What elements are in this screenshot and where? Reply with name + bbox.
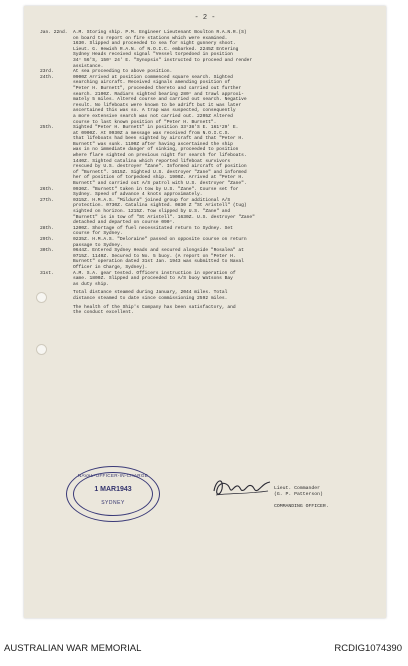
entry-date: 31st.	[40, 270, 54, 276]
entry-text	[73, 125, 376, 187]
entry-line: where flare sighted on previous night for search for lifeboats.	[73, 153, 247, 159]
entry-line: At sea proceeding to above position.	[73, 69, 173, 75]
entry-line: same. 1800Z. Slipped and proceeded to A/S buoy Watsons Bay	[73, 276, 233, 282]
entry-line: Lieut. G. Hewish R.A.N. of N.O.I.C. embarked. 2245Z Entering	[73, 46, 239, 52]
entry-line: 0930Z. "Burnett" taken in tow by U.S. "Zane". Course set for	[73, 186, 239, 192]
received-stamp	[66, 466, 160, 522]
entry-line: on board to report on fire stations which were examined.	[73, 35, 228, 41]
signature-rank: Lieut. Commander	[274, 486, 321, 491]
entry-line: 0315Z. H.M.A.S. "Mildura" joined group for additional A/S	[73, 197, 231, 203]
log-entry	[40, 248, 376, 270]
entry-line: at 0900Z. At 0930Z a message was received from N.O.I.C.S.	[73, 130, 231, 136]
distance-totals	[40, 290, 376, 301]
entry-line: Burnett" was sunk. 1100Z after having ascertained the ship	[73, 141, 233, 147]
archive-footer	[0, 625, 408, 666]
entry-text	[73, 30, 376, 69]
entry-text	[73, 75, 376, 125]
log-entry	[40, 187, 376, 198]
entry-date: 23rd.	[40, 69, 54, 75]
signature-block	[274, 486, 329, 510]
entry-line: mately 5 miles. Altered course and carried out search. Negative	[73, 97, 247, 103]
entry-date: 29th.	[40, 236, 54, 242]
entry-date: 24th.	[40, 74, 54, 80]
entry-line: "Burnett" is in tow of "St Aristell". 1630Z. U.S. destroyer "Zane"	[73, 214, 255, 220]
credit-line: AUSTRALIAN WAR MEMORIAL	[4, 643, 142, 654]
signature-name: (G. P. Patterson)	[274, 492, 323, 497]
totals-line: distance steamed to date since commissioning 2592 miles.	[73, 295, 228, 301]
entry-line: 0235Z. H.M.A.S. "Deloraine" passed on opposite course on return	[73, 236, 247, 242]
punch-hole	[36, 344, 47, 355]
entry-line: ascertained this was so. A trap was suspected, consequently	[73, 108, 236, 114]
page-number: - 2 -	[194, 14, 216, 22]
log-entry	[40, 226, 376, 237]
entry-line: A.M. S.A. gear tested. Officers instruction in operation of	[73, 270, 236, 276]
totals-line: Total distance steamed during January, 2044 miles. Total	[73, 290, 228, 296]
entry-text	[73, 187, 376, 198]
entry-line: Officer in Charge, Sydney).	[73, 264, 148, 270]
log-entry	[40, 198, 376, 226]
entry-line: 34° 56'S, 150° 24' E. "Synopsis" instructed to proceed and render	[73, 57, 253, 63]
entry-date: 30th.	[40, 248, 54, 254]
entry-line: 1200Z. Shortage of fuel necessitated return to Sydney. Set	[73, 225, 233, 231]
entry-line: detached and departed on course 090°.	[73, 220, 175, 226]
entry-line: that lifeboats had been sighted by aircraft and that "Peter H.	[73, 136, 244, 142]
log-entry	[40, 125, 376, 187]
health-statement	[40, 305, 376, 316]
entry-text	[73, 271, 376, 288]
entry-line: as duty ship.	[73, 281, 109, 287]
record-id: RCDIG1074390	[334, 643, 402, 654]
stamp-bottom-text: SYDNEY	[101, 500, 125, 506]
signature-title: COMMANDING OFFICER.	[274, 504, 329, 509]
document-page	[24, 6, 386, 618]
entry-line: "Peter H. Burnett", proceeded thereto and carried out further	[73, 85, 242, 91]
health-line: The health of the Ship's Company has been satisfactory, and	[73, 304, 236, 310]
log-entries	[40, 30, 376, 287]
entry-line: her of position of torpedoed ship. 1900Z. Arrived at "Peter H.	[73, 175, 244, 181]
entry-date: 25th.	[40, 125, 54, 131]
log-entry	[40, 271, 376, 288]
entry-line: course to last known position of "Peter H. Burnett".	[73, 119, 217, 125]
entry-line: of "Burnett". 1615Z. Sighted U.S. destroyer "Zane" and informed	[73, 169, 247, 175]
entry-text	[73, 248, 376, 270]
log-entry	[40, 237, 376, 248]
entry-line: result. No lifeboats were known to be adrift but it was later	[73, 102, 242, 108]
handwritten-signature	[210, 473, 274, 501]
entry-date: 28th.	[40, 225, 54, 231]
entry-line: 0715Z. 1140Z. Secured to No. 5 buoy. (A report on "Peter H.	[73, 253, 236, 259]
entry-line: A.M. Storing ship. P.M. Engineer Lieutenant Boulton R.A.N.R.(S)	[73, 30, 247, 35]
entry-line: Burnett" operation dated 31st Jan. 1943 was submitted to Naval	[73, 259, 244, 265]
entry-line: 1630. Slipped and proceeded to sea for night gunnery shoot.	[73, 41, 236, 47]
entry-text	[73, 226, 376, 237]
log-body	[40, 30, 376, 316]
entry-line: Sighted "Peter H. Burnett" in position 33°38'S E. 161°29' E.	[73, 125, 239, 131]
entry-date: 27th.	[40, 197, 54, 203]
entry-line: 0644Z. Entered Sydney Heads and secured alongside "Rosalea" at	[73, 248, 244, 254]
entry-line: a more extensive search was not carried out. 2205Z Altered	[73, 113, 233, 119]
stamp-top-text: NAVAL-OFFICER-IN-CHARGE	[77, 473, 149, 478]
entry-line: rescued by U.S. destroyer "Zane". Informed aircraft of position	[73, 164, 247, 170]
entry-line: course for Sydney.	[73, 231, 123, 237]
entry-line: Sydney Heads received signal "Vessel torpedoed in position	[73, 52, 233, 58]
entry-line: protection. 0730Z. Catalina sighted. 0830 Z "St Aristell" (tug)	[73, 203, 247, 209]
entry-line: 1440Z. Sighted catalina which reported lifeboat survivors	[73, 158, 231, 164]
log-entry	[40, 30, 376, 69]
entry-line: Sydney. Speed of advance 4 knots approximately.	[73, 192, 203, 198]
stamp-date: 1 MAR1943	[94, 486, 132, 493]
log-entry	[40, 75, 376, 125]
entry-date: Jan. 22nd.	[40, 30, 68, 35]
entry-text	[73, 198, 376, 226]
entry-line: passage to Sydney.	[73, 242, 123, 248]
entry-line: 0900Z Arrived at position commenced square search. Sighted	[73, 74, 233, 80]
entry-line: sighted on horizon. 1215Z. Tow slipped by U.S. "Zane" and	[73, 209, 231, 214]
entry-line: search. 2100Z. Radiars sighted bearing 280° and trawl approxi-	[73, 91, 244, 97]
entry-line: was in no immediate danger of sinking, proceeded to position	[73, 147, 239, 153]
entry-line: searching aircraft. Received signals amending position of	[73, 80, 231, 86]
health-line: the conduct excellent.	[73, 310, 134, 316]
entry-text	[73, 237, 376, 248]
entry-line: assistance.	[73, 63, 104, 69]
entry-line: Burnett" and carried out A/S patrol with U.S. destroyer "Zane".	[73, 181, 247, 187]
entry-date: 26th.	[40, 186, 54, 192]
